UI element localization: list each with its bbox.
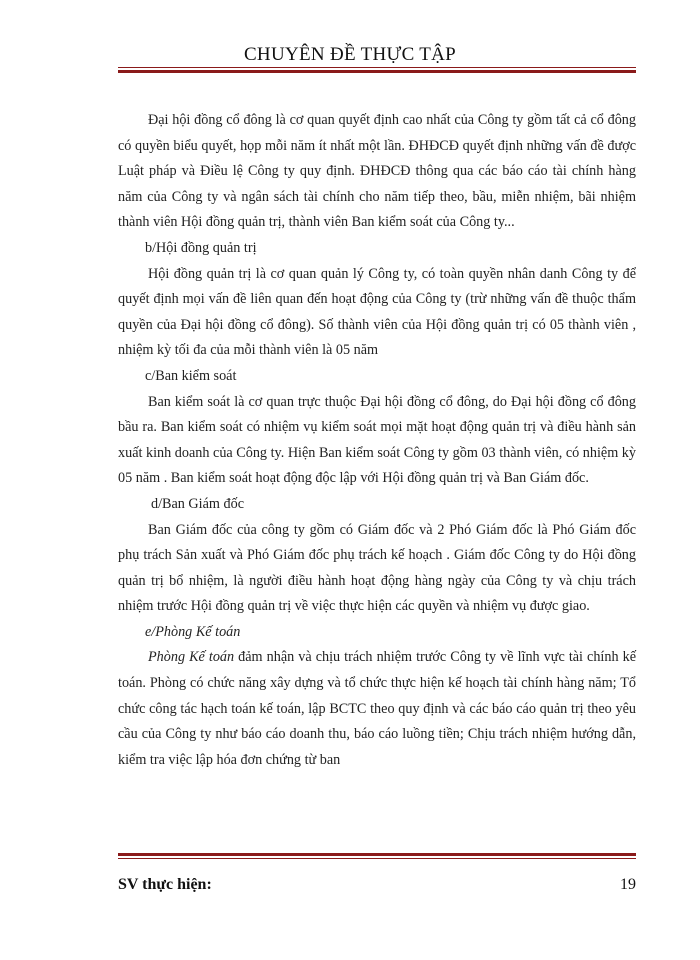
- section-heading-phong-ke-toan: e/Phòng Kế toán: [145, 623, 241, 640]
- paragraph-hdqt: Hội đồng quản trị là cơ quan quản lý Công ty, có toàn quyền nhân danh Công ty để quyết định mọi vấn đề liên quan đến hoạt động của Công ty (trừ những vấn đề thuộc thẩm quyền của Đại hội đồng cổ đông). Số thành viên của Hội đồng quản trị có 05 thành viên , nhiệm kỳ tối đa của mỗi thành viên là 05 năm: [118, 265, 636, 359]
- phong-ke-toan-italic: Phòng Kế toán: [148, 649, 235, 666]
- section-heading-bgd: d/Ban Giám đốc: [151, 495, 244, 512]
- footer-rule-thick: [118, 853, 636, 856]
- footer-rule-thin: [118, 858, 636, 859]
- section-heading-bks: c/Ban kiểm soát: [145, 367, 237, 384]
- page-number: 19: [620, 876, 636, 893]
- header-rule-thin: [118, 67, 636, 68]
- phong-ke-toan-text: đảm nhận và chịu trách nhiệm trước Công ty về lĩnh vực tài chính kế toán. Phòng có chức năng xây dựng và tổ chức thực hiện kế hoạch tài chính hàng năm; Tổ chức công tác hạch toán kế toán, lập BCTC theo quy định và các báo cáo quản trị theo yêu cầu của Công ty như báo cáo doanh thu, báo cáo luồng tiền; Chịu trách nhiệm hướng dẫn, kiểm tra việc lập hóa đơn chứng từ ban: [118, 649, 636, 768]
- document-body: [118, 108, 636, 773]
- section-heading-hdqt: b/Hội đồng quản trị: [145, 239, 257, 256]
- page-header-title: CHUYÊN ĐỀ THỰC TẬP: [243, 44, 457, 65]
- footer-student-label: SV thực hiện:: [118, 876, 212, 893]
- paragraph-bgd: Ban Giám đốc của công ty gồm có Giám đốc và 2 Phó Giám đốc là Phó Giám đốc phụ trách Sản xuất và Phó Giám đốc phụ trách kế hoạch . Giám đốc Công ty do Hội đồng quản trị bổ nhiệm, là người điều hành hoạt động hàng ngày của Công ty và chịu trách nhiệm trước Hội đồng quản trị về việc thực hiện các quyền và nhiệm vụ được giao.: [118, 521, 636, 615]
- paragraph-phong-ke-toan: [118, 645, 636, 773]
- header-rule-thick: [118, 70, 636, 73]
- paragraph-bks: Ban kiểm soát là cơ quan trực thuộc Đại hội đồng cổ đông, do Đại hội đồng cổ đông bầu ra. Ban kiểm soát có nhiệm vụ kiểm soát mọi mặt hoạt động quản trị và điều hành sản xuất kinh doanh của Công ty. Hiện Ban kiểm soát Công ty gồm 03 thành viên, có nhiệm kỳ 05 năm . Ban kiểm soát hoạt động độc lập với Hội đồng quản trị và Ban Giám đốc.: [118, 393, 636, 487]
- paragraph-dhdcd: Đại hội đồng cổ đông là cơ quan quyết định cao nhất của Công ty gồm tất cả cổ đông có quyền biểu quyết, họp mỗi năm ít nhất một lần. ĐHĐCĐ quyết định những vấn đề được Luật pháp và Điều lệ Công ty quy định. ĐHĐCĐ thông qua các báo cáo tài chính hàng năm của Công ty và ngân sách tài chính cho năm tiếp theo, bầu, miễn nhiệm, bãi nhiệm thành viên Hội đồng quản trị, thành viên Ban kiểm soát của Công ty...: [118, 112, 636, 231]
